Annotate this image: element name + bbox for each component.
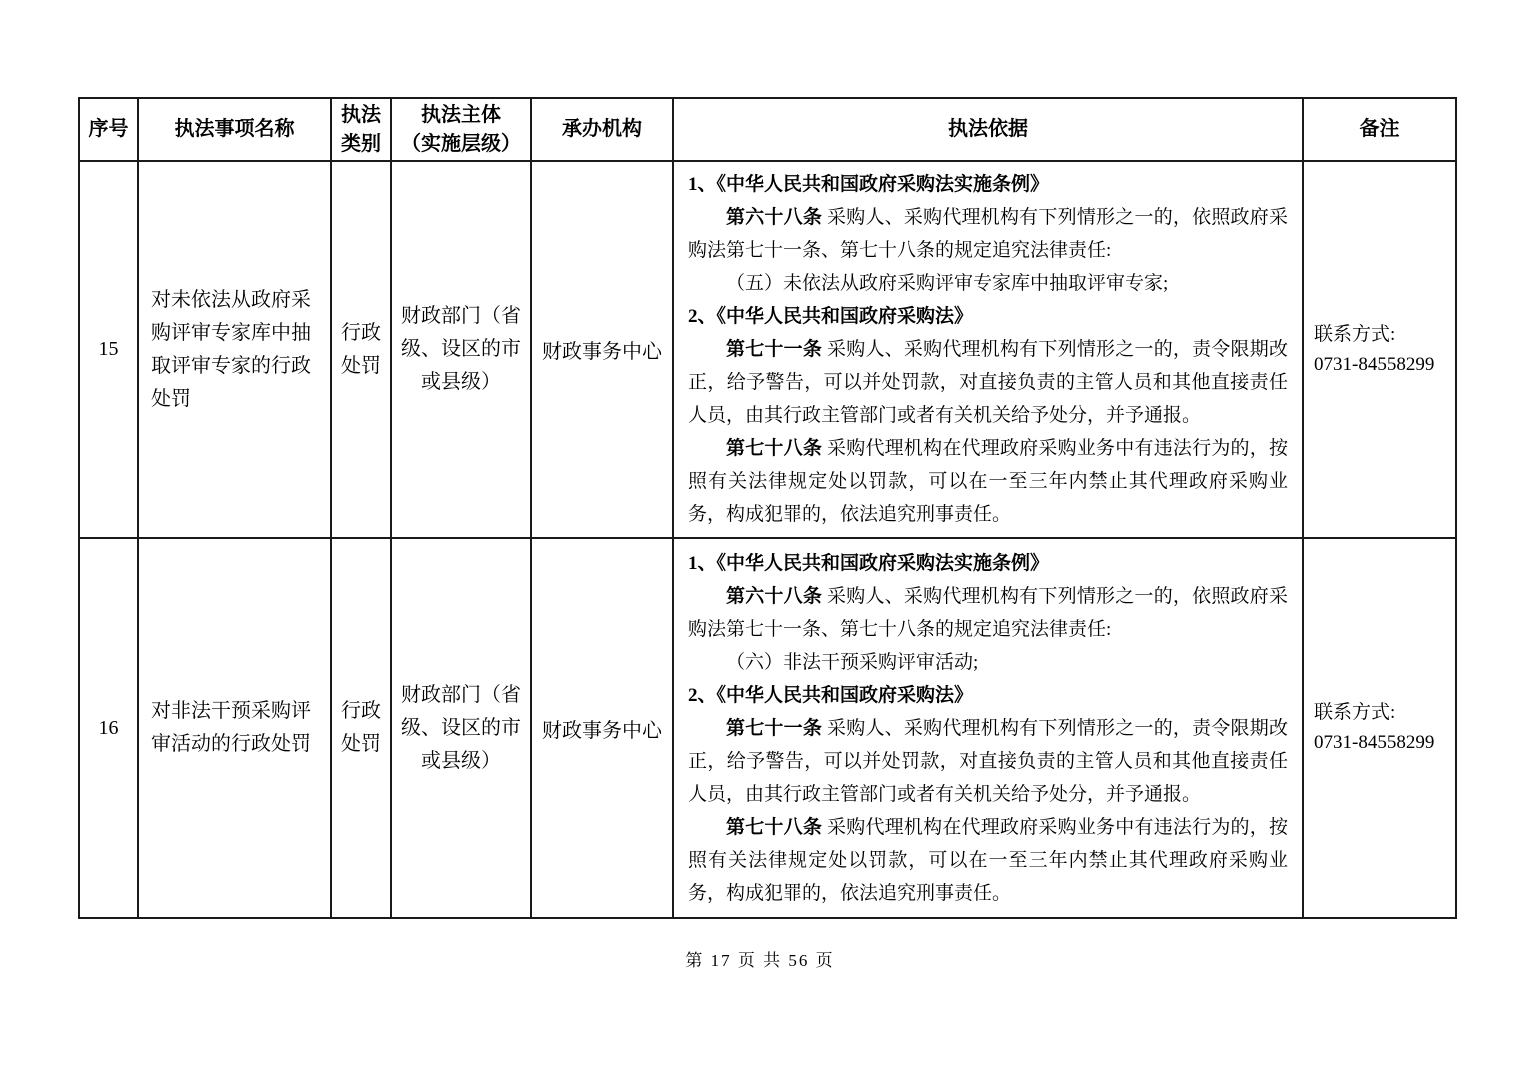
- basis-paragraph: 1、《中华人民共和国政府采购法实施条例》: [688, 552, 1050, 574]
- basis-paragraph: 1、《中华人民共和国政府采购法实施条例》: [688, 174, 1050, 195]
- table-row: [79, 538, 1456, 918]
- basis-paragraph: 第六十八条 采购人、采购代理机构有下列情形之一的，依照政府采购法第七十一条、第七十八条的规定追究法律责任:: [688, 585, 1288, 640]
- row-seq: 15: [79, 161, 138, 538]
- row-organization: 财政事务中心: [531, 161, 673, 538]
- row-category: 行政处罚: [331, 161, 391, 538]
- basis-paragraph: 第七十一条 采购人、采购代理机构有下列情形之一的，责令限期改正，给予警告，可以并处罚款，对直接负责的主管人员和其他直接责任人员，由其行政主管部门或者有关机关给予处分，并予通报。: [688, 717, 1288, 805]
- header-seq: 序号: [79, 98, 138, 161]
- remark-phone: 0731-84558299: [1314, 353, 1435, 375]
- header-subject: 执法主体 （实施层级）: [391, 98, 531, 161]
- header-item-name: 执法事项名称: [138, 98, 331, 161]
- header-basis: 执法依据: [673, 98, 1303, 161]
- row-basis: [673, 538, 1303, 918]
- row-category: 行政处罚: [331, 538, 391, 918]
- enforcement-items-table: [78, 97, 1457, 919]
- table-row: [79, 161, 1456, 538]
- basis-paragraph: 第七十八条 采购代理机构在代理政府采购业务中有违法行为的，按照有关法律规定处以罚款，可以在一至三年内禁止其代理政府采购业务，构成犯罪的，依法追究刑事责任。: [688, 438, 1288, 525]
- row-subject: 财政部门（省级、设区的市或县级）: [391, 538, 531, 918]
- row-subject: 财政部门（省级、设区的市或县级）: [391, 161, 531, 538]
- row-basis: [673, 161, 1303, 538]
- remark-label: 联系方式:: [1314, 323, 1396, 345]
- row-item-name: 对非法干预采购评审活动的行政处罚: [138, 538, 331, 918]
- basis-paragraph: 2、《中华人民共和国政府采购法》: [688, 306, 974, 327]
- basis-paragraph: （五）未依法从政府采购评审专家库中抽取评审专家;: [726, 273, 1169, 294]
- basis-paragraph: 2、《中华人民共和国政府采购法》: [688, 684, 974, 706]
- remark-label: 联系方式:: [1314, 702, 1396, 723]
- header-category: 执法 类别: [331, 98, 391, 161]
- basis-paragraph: 第六十八条 采购人、采购代理机构有下列情形之一的，依照政府采购法第七十一条、第七十八条的规定追究法律责任:: [688, 207, 1288, 261]
- basis-paragraph: 第七十一条 采购人、采购代理机构有下列情形之一的，责令限期改正，给予警告，可以并处罚款，对直接负责的主管人员和其他直接责任人员，由其行政主管部门或者有关机关给予处分，并予通报。: [688, 339, 1288, 426]
- header-organization: 承办机构: [531, 98, 673, 161]
- row-remark: [1303, 161, 1456, 538]
- table-header-row: [79, 98, 1456, 161]
- row-remark: [1303, 538, 1456, 918]
- row-seq: 16: [79, 538, 138, 918]
- page-number-footer: 第 17 页 共 56 页: [685, 951, 835, 970]
- basis-paragraph: 第七十八条 采购代理机构在代理政府采购业务中有违法行为的，按照有关法律规定处以罚款，可以在一至三年内禁止其代理政府采购业务，构成犯罪的，依法追究刑事责任。: [688, 816, 1288, 904]
- basis-paragraph: （六）非法干预采购评审活动;: [726, 651, 979, 673]
- row-organization: 财政事务中心: [531, 538, 673, 918]
- header-remark: 备注: [1303, 98, 1456, 161]
- remark-phone: 0731-84558299: [1314, 732, 1435, 753]
- row-item-name: 对未依法从政府采购评审专家库中抽取评审专家的行政处罚: [138, 161, 331, 538]
